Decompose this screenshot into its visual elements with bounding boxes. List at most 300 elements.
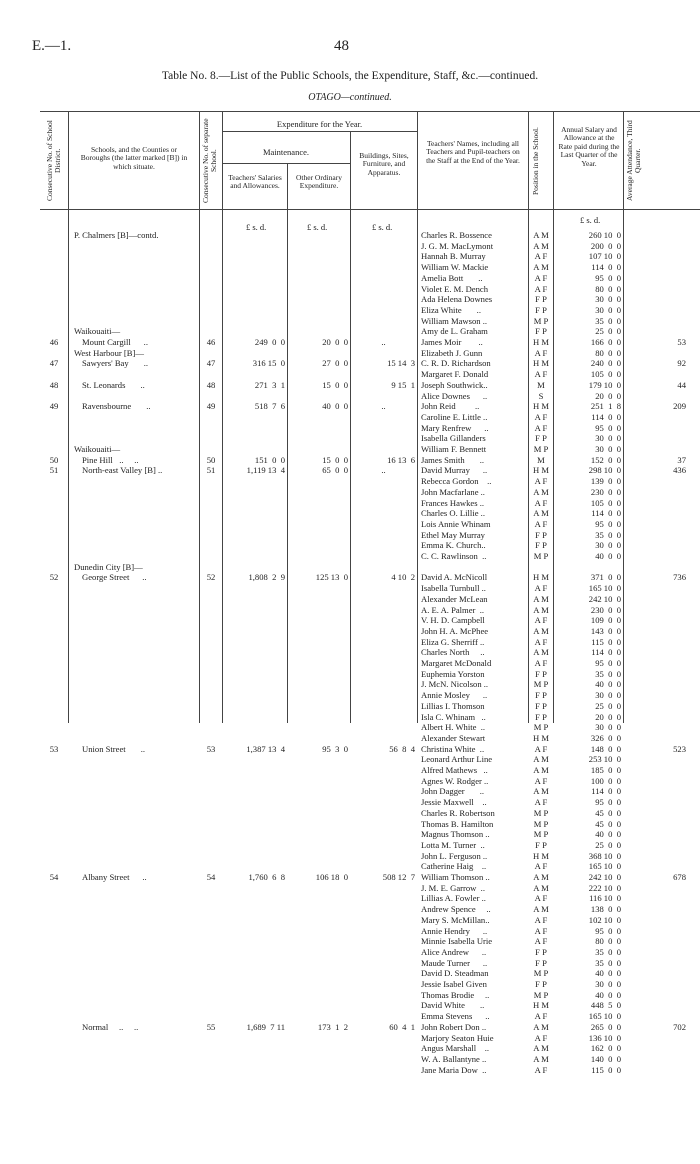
other-expenditure: 125 13 0 xyxy=(315,572,348,583)
col-rule xyxy=(350,131,351,723)
teacher-position: M P xyxy=(533,829,549,840)
buildings-expenditure: .. xyxy=(381,465,386,476)
teacher-position: A M xyxy=(533,904,549,915)
teacher-position: M P xyxy=(533,807,549,818)
teacher-name: John Macfarlane .. xyxy=(421,486,485,497)
school-name: Waikouaiti— xyxy=(74,326,121,337)
teacher-salary: 25 0 0 xyxy=(595,326,621,337)
teacher-salary: 114 0 0 xyxy=(591,262,621,273)
teacher-salary: 30 0 0 xyxy=(595,690,621,701)
teacher-name: Magnus Thomson .. xyxy=(421,829,490,840)
teacher-position: F P xyxy=(535,700,547,711)
teacher-salary: 114 0 0 xyxy=(591,647,621,658)
teacher-position: A F xyxy=(534,422,548,433)
teacher-name: Mary S. McMillan.. xyxy=(421,914,490,925)
teacher-name: Albert H. White .. xyxy=(421,722,486,733)
teacher-name: John H. A. McPhee xyxy=(421,625,489,636)
page-number: 48 xyxy=(334,38,349,54)
teacher-salary: 139 0 0 xyxy=(590,476,621,487)
teachers-salaries: 1,119 13 4 xyxy=(246,465,285,476)
teacher-position: H M xyxy=(533,732,549,743)
unit-label: £ s. d. xyxy=(372,222,393,232)
teacher-salary: 165 10 0 xyxy=(588,861,621,872)
school-number: 55 xyxy=(206,1021,216,1032)
header-other-expenditure: Other Ordinary Expenditure. xyxy=(295,173,343,191)
average-attendance: 678 xyxy=(673,872,686,882)
buildings-expenditure: 9 15 1 xyxy=(391,379,415,390)
teacher-name: Annie Mosley .. xyxy=(421,690,488,701)
other-expenditure: 95 3 0 xyxy=(322,743,348,754)
teacher-position: A M xyxy=(533,786,549,797)
teacher-salary: 240 0 0 xyxy=(590,358,621,369)
header-maintenance: Maintenance. xyxy=(262,147,310,157)
teacher-salary: 35 0 0 xyxy=(595,957,621,968)
teacher-salary: 136 10 0 xyxy=(588,1032,621,1043)
teacher-position: H M xyxy=(533,358,549,369)
buildings-expenditure: 15 14 3 xyxy=(387,358,415,369)
teacher-salary: 35 0 0 xyxy=(595,668,621,679)
teacher-position: A M xyxy=(533,230,549,240)
teacher-position: F P xyxy=(535,294,547,305)
teacher-position: A F xyxy=(534,583,548,594)
teacher-salary: 40 0 0 xyxy=(595,679,621,690)
header-teachers-salaries: Teachers' Salaries and Allowances. xyxy=(228,173,282,191)
teacher-name: Christina White .. xyxy=(421,743,485,754)
average-attendance: 736 xyxy=(673,572,686,583)
teacher-salary: 222 10 0 xyxy=(588,882,621,893)
buildings-expenditure: 60 4 1 xyxy=(389,1021,415,1032)
district-number: 49 xyxy=(49,401,59,412)
teacher-salary: 368 10 0 xyxy=(588,850,621,861)
teacher-salary: 260 10 0 xyxy=(588,230,621,240)
school-number: 54 xyxy=(206,872,216,882)
teacher-salary: 95 0 0 xyxy=(595,422,621,433)
teacher-salary: 95 0 0 xyxy=(595,797,621,808)
teacher-salary: 80 0 0 xyxy=(595,283,621,294)
teacher-name: Minnie Isabella Urie xyxy=(421,936,493,947)
teacher-position: M P xyxy=(533,551,549,561)
school-name: Ravensbourne .. xyxy=(82,401,151,412)
expenditure-rule xyxy=(222,131,417,132)
teachers-salaries: 1,760 6 8 xyxy=(248,872,285,882)
teacher-position: F P xyxy=(535,839,547,850)
teacher-position: H M xyxy=(533,850,549,861)
header-district-no: Consecutive No. of School District. xyxy=(45,120,62,202)
teacher-name: Violet E. M. Dench xyxy=(421,283,489,294)
col-rule xyxy=(417,111,418,723)
header-school: Schools, and the Counties or Boroughs (the latter marked [B]) in which situate. xyxy=(80,145,188,171)
teacher-name: Alice Downes .. xyxy=(421,390,488,401)
teacher-salary: 165 10 0 xyxy=(588,583,621,594)
teacher-name: J. G. M. MacLymont xyxy=(421,240,494,251)
buildings-expenditure: 4 10 2 xyxy=(391,572,415,583)
teacher-position: M P xyxy=(533,818,549,829)
teacher-salary: 107 10 0 xyxy=(588,251,621,262)
teacher-salary: 140 0 0 xyxy=(590,1053,621,1064)
teacher-name: John L. Ferguson .. xyxy=(421,850,488,861)
other-expenditure: 106 18 0 xyxy=(315,872,348,882)
teacher-name: Maude Turner .. xyxy=(421,957,488,968)
teacher-position: H M xyxy=(533,572,549,583)
average-attendance: 209 xyxy=(673,401,686,412)
teacher-name: William F. Bennett xyxy=(421,444,487,454)
teacher-salary: 30 0 0 xyxy=(595,540,621,551)
teacher-position: F P xyxy=(535,690,547,701)
teacher-name: James Smith .. xyxy=(421,454,485,465)
school-name: Dunedin City [B]— xyxy=(74,561,143,572)
teacher-salary: 105 0 0 xyxy=(590,497,621,508)
school-number: 53 xyxy=(206,743,216,754)
school-name: North-east Valley [B] .. xyxy=(82,465,163,476)
average-attendance: 44 xyxy=(677,379,686,390)
teacher-position: H M xyxy=(533,401,549,412)
maintenance-rule xyxy=(222,163,350,164)
other-expenditure: 65 0 0 xyxy=(322,465,348,476)
teacher-name: Lotta M. Turner .. xyxy=(421,839,485,850)
teachers-salaries: 316 15 0 xyxy=(252,358,285,369)
teacher-salary: 298 10 0 xyxy=(588,465,621,476)
header-position: Position in the School. xyxy=(531,127,540,195)
district-subtitle: OTAGO—continued. xyxy=(308,92,392,103)
teacher-salary: 230 0 0 xyxy=(590,604,621,615)
teacher-name: Caroline E. Little .. xyxy=(421,411,488,422)
teacher-position: A F xyxy=(534,936,548,947)
average-attendance: 92 xyxy=(677,358,686,369)
school-name: P. Chalmers [B]—contd. xyxy=(74,230,159,240)
teacher-position: F P xyxy=(535,433,547,444)
teacher-name: Lillias I. Thomson xyxy=(421,700,485,711)
teacher-name: Lillias A. Fowler .. xyxy=(421,893,486,904)
teacher-salary: 95 0 0 xyxy=(595,925,621,936)
teacher-name: Agnes W. Rodger .. xyxy=(421,775,489,786)
teacher-salary: 20 0 0 xyxy=(595,711,621,722)
other-expenditure: 15 0 0 xyxy=(322,454,348,465)
teacher-name: Charles North .. xyxy=(421,647,485,658)
teacher-position: A F xyxy=(534,925,548,936)
teacher-salary: 326 0 0 xyxy=(590,732,621,743)
teacher-salary: 265 0 0 xyxy=(590,1021,621,1032)
district-number: 54 xyxy=(49,872,59,882)
teacher-salary: 138 0 0 xyxy=(590,904,621,915)
teacher-salary: 114 0 0 xyxy=(591,411,621,422)
teacher-position: A M xyxy=(533,1053,549,1064)
section-code: E.—1. xyxy=(32,38,72,54)
school-number: 52 xyxy=(206,572,216,583)
teacher-name: C. R. D. Richardson xyxy=(421,358,491,369)
teacher-position: A F xyxy=(534,743,548,754)
teacher-position: A F xyxy=(534,775,548,786)
header-attendance: Average Attendance, Third Quarter. xyxy=(625,120,642,202)
teacher-name: Hannah B. Murray xyxy=(421,251,486,262)
other-expenditure: 15 0 0 xyxy=(322,379,348,390)
teacher-position: F P xyxy=(535,326,547,337)
col-rule xyxy=(287,163,288,723)
teacher-name: Charles O. Lillie .. xyxy=(421,508,485,519)
school-name: George Street .. xyxy=(82,572,147,583)
teacher-name: C. C. Rawlinson .. xyxy=(421,551,487,561)
buildings-expenditure: .. xyxy=(381,401,386,412)
teacher-salary: 25 0 0 xyxy=(595,700,621,711)
teacher-salary: 143 0 0 xyxy=(590,625,621,636)
teacher-name: Euphemia Yorston xyxy=(421,668,485,679)
teacher-position: A M xyxy=(533,508,549,519)
teacher-name: Emma Stevens .. xyxy=(421,1011,490,1022)
school-name: Normal .. .. xyxy=(82,1021,139,1032)
teacher-salary: 100 0 0 xyxy=(590,775,621,786)
teacher-salary: 115 0 0 xyxy=(591,636,621,647)
teacher-name: Thomas B. Hamilton xyxy=(421,818,494,829)
school-number: 46 xyxy=(206,337,216,347)
teacher-salary: 448 5 0 xyxy=(590,1000,621,1011)
teacher-name: Frances Hawkes .. xyxy=(421,497,485,508)
other-expenditure: 27 0 0 xyxy=(322,358,348,369)
teacher-name: Isabella Gillanders xyxy=(421,433,486,444)
school-number: 48 xyxy=(206,379,216,390)
header-teachers-names: Teachers' Names, including all Teachers and Pupil-teachers on the Staff at the End of the Year. xyxy=(426,139,520,165)
teacher-salary: 251 1 8 xyxy=(590,401,621,412)
teacher-position: A M xyxy=(533,625,549,636)
teacher-salary: 114 0 0 xyxy=(591,508,621,519)
school-number: 51 xyxy=(206,465,216,476)
top-rule xyxy=(40,111,700,112)
teacher-name: Jessie Isabel Given xyxy=(421,979,487,989)
teacher-salary: 35 0 0 xyxy=(595,315,621,326)
teacher-name: Charles R. Bossence xyxy=(421,230,492,240)
teacher-position: H M xyxy=(533,465,549,476)
teacher-salary: 162 0 0 xyxy=(590,1043,621,1054)
teacher-salary: 45 0 0 xyxy=(595,807,621,818)
teacher-position: A M xyxy=(533,647,549,658)
teacher-salary: 185 0 0 xyxy=(590,765,621,775)
district-number: 47 xyxy=(49,358,59,369)
school-name: Sawyers' Bay .. xyxy=(82,358,148,369)
teacher-position: A F xyxy=(534,636,548,647)
teacher-position: A F xyxy=(534,1064,548,1075)
district-number: 52 xyxy=(49,572,59,583)
other-expenditure: 173 1 2 xyxy=(317,1021,348,1032)
teacher-position: A M xyxy=(533,604,549,615)
teacher-name: Alexander Stewart xyxy=(421,732,486,743)
teacher-position: A F xyxy=(534,369,548,380)
buildings-expenditure: 508 12 7 xyxy=(382,872,415,882)
teacher-position: M P xyxy=(533,679,549,690)
teacher-position: M P xyxy=(533,989,549,1000)
school-name: Waikouaiti— xyxy=(74,444,121,454)
teachers-salaries: 1,808 2 9 xyxy=(248,572,285,583)
teacher-name: Charles R. Robertson xyxy=(421,807,495,818)
col-rule xyxy=(199,111,200,723)
col-rule xyxy=(222,111,223,723)
buildings-expenditure: .. xyxy=(381,337,386,347)
teacher-salary: 152 0 0 xyxy=(590,454,621,465)
teacher-name: Alfred Mathews .. xyxy=(421,765,488,775)
teacher-position: F P xyxy=(535,957,547,968)
teacher-salary: 242 10 0 xyxy=(588,872,621,882)
teacher-salary: 114 0 0 xyxy=(591,786,621,797)
teachers-salaries: 249 0 0 xyxy=(254,337,285,347)
school-name: West Harbour [B]— xyxy=(74,347,144,358)
teacher-salary: 95 0 0 xyxy=(595,658,621,668)
teacher-name: David D. Steadman xyxy=(421,968,489,979)
teacher-name: V. H. D. Campbell xyxy=(421,615,485,626)
district-number: 48 xyxy=(49,379,59,390)
school-name: Union Street .. xyxy=(82,743,146,754)
teacher-name: Isla C. Whinam .. xyxy=(421,711,486,722)
teacher-salary: 166 0 0 xyxy=(590,337,621,347)
teacher-salary: 371 0 0 xyxy=(590,572,621,583)
teacher-name: Ada Helena Downes xyxy=(421,294,493,305)
school-name: St. Leonards .. xyxy=(82,379,145,390)
teacher-salary: 253 10 0 xyxy=(588,754,621,765)
teacher-salary: 20 0 0 xyxy=(595,390,621,401)
header-expenditure: Expenditure for the Year. xyxy=(276,119,363,129)
teacher-position: A F xyxy=(534,658,548,668)
teacher-position: A M xyxy=(533,765,549,775)
teacher-salary: 30 0 0 xyxy=(595,294,621,305)
teacher-name: Jessie Maxwell .. xyxy=(421,797,487,808)
teacher-name: William Thomson .. xyxy=(421,872,490,882)
teacher-name: W. A. Ballantyne .. xyxy=(421,1053,487,1064)
teacher-position: A F xyxy=(534,476,548,487)
teacher-position: F P xyxy=(535,711,547,722)
teacher-position: M P xyxy=(533,444,549,454)
teacher-name: Mary Renfrew .. xyxy=(421,422,489,433)
teacher-position: M xyxy=(537,454,545,465)
unit-label: £ s. d. xyxy=(580,215,601,225)
teacher-name: Leonard Arthur Line xyxy=(421,754,493,765)
teacher-name: John Robert Don .. xyxy=(421,1021,487,1032)
header-buildings: Buildings, Sites, Furniture, and Apparatus. xyxy=(359,151,409,177)
teacher-position: A F xyxy=(534,272,548,283)
district-number: 53 xyxy=(49,743,59,754)
teacher-position: F P xyxy=(535,946,547,957)
teacher-name: Amelia Bott .. xyxy=(421,272,483,283)
teacher-salary: 95 0 0 xyxy=(595,518,621,529)
table-title: Table No. 8.—List of the Public Schools, the Expenditure, Staff, &c.—continued. xyxy=(161,70,539,82)
teacher-position: F P xyxy=(535,540,547,551)
teacher-salary: 40 0 0 xyxy=(595,551,621,561)
teachers-salaries: 271 3 1 xyxy=(254,379,285,390)
average-attendance: 702 xyxy=(673,1021,686,1032)
teacher-salary: 102 10 0 xyxy=(588,914,621,925)
teacher-name: David White .. xyxy=(421,1000,485,1011)
teacher-salary: 95 0 0 xyxy=(595,272,621,283)
school-name: Albany Street .. xyxy=(82,872,147,882)
teacher-name: Jane Maria Dow .. xyxy=(421,1064,487,1075)
teacher-name: J. McN. Nicolson .. xyxy=(421,679,489,690)
teacher-position: A F xyxy=(534,893,548,904)
unit-label: £ s. d. xyxy=(246,222,267,232)
teacher-position: A F xyxy=(534,497,548,508)
teacher-salary: 40 0 0 xyxy=(595,968,621,979)
teacher-salary: 35 0 0 xyxy=(595,946,621,957)
teacher-position: A F xyxy=(534,615,548,626)
teacher-salary: 116 10 0 xyxy=(589,893,621,904)
teacher-position: H M xyxy=(533,1000,549,1011)
teacher-salary: 230 0 0 xyxy=(590,486,621,497)
teacher-position: A M xyxy=(533,872,549,882)
teacher-salary: 30 0 0 xyxy=(595,433,621,444)
teachers-salaries: 518 7 6 xyxy=(254,401,285,412)
teacher-position: A M xyxy=(533,262,549,273)
teacher-position: F P xyxy=(535,979,547,989)
teacher-position: A F xyxy=(534,518,548,529)
teacher-salary: 40 0 0 xyxy=(595,989,621,1000)
school-number: 49 xyxy=(206,401,216,412)
teacher-name: John Reid .. xyxy=(421,401,480,412)
teacher-salary: 45 0 0 xyxy=(595,818,621,829)
school-number: 50 xyxy=(206,454,216,465)
teacher-name: Marjory Seaton Huie xyxy=(421,1032,494,1043)
teacher-salary: 200 0 0 xyxy=(590,240,621,251)
teacher-name: Alice Andrew .. xyxy=(421,946,487,957)
buildings-expenditure: 16 13 6 xyxy=(387,454,415,465)
other-expenditure: 20 0 0 xyxy=(322,337,348,347)
teacher-salary: 148 0 0 xyxy=(590,743,621,754)
average-attendance: 436 xyxy=(673,465,686,476)
teacher-position: H M xyxy=(533,337,549,347)
teacher-name: William W. Mackie xyxy=(421,262,489,273)
teacher-name: Isabella Turnbull .. xyxy=(421,583,486,594)
col-rule xyxy=(68,111,69,723)
teacher-name: Margaret McDonald xyxy=(421,658,492,668)
teacher-position: A F xyxy=(534,251,548,262)
teacher-position: F P xyxy=(535,304,547,315)
teacher-position: A F xyxy=(534,914,548,925)
teacher-position: A M xyxy=(533,593,549,604)
unit-label: £ s. d. xyxy=(307,222,328,232)
header-salary: Annual Salary and Allowance at the Rate paid during the Last Quarter of the Year. xyxy=(558,125,620,168)
teacher-name: Margaret F. Donald xyxy=(421,369,489,380)
teacher-position: A F xyxy=(534,283,548,294)
school-number: 47 xyxy=(206,358,216,369)
school-name: Mount Cargill .. xyxy=(82,337,148,347)
district-number: 50 xyxy=(49,454,59,465)
teacher-position: M P xyxy=(533,968,549,979)
teacher-salary: 165 10 0 xyxy=(588,1011,621,1022)
teacher-salary: 30 0 0 xyxy=(595,304,621,315)
teacher-name: Eliza G. Sherriff .. xyxy=(421,636,485,647)
teacher-name: J. M. E. Garrow .. xyxy=(421,882,485,893)
teacher-position: F P xyxy=(535,668,547,679)
teacher-name: Rebecca Gordon .. xyxy=(421,476,492,487)
teacher-position: A M xyxy=(533,486,549,497)
teacher-name: Lois Annie Whinam xyxy=(421,518,491,529)
teacher-position: A M xyxy=(533,240,549,251)
teacher-salary: 40 0 0 xyxy=(595,829,621,840)
teacher-position: A F xyxy=(534,347,548,358)
teacher-salary: 105 0 0 xyxy=(590,369,621,380)
teacher-name: Eliza White .. xyxy=(421,304,481,315)
teacher-name: Andrew Spence .. xyxy=(421,904,491,915)
teacher-salary: 30 0 0 xyxy=(595,444,621,454)
teacher-salary: 242 10 0 xyxy=(588,593,621,604)
teachers-salaries: 151 0 0 xyxy=(254,454,285,465)
teacher-name: William Mawson .. xyxy=(421,315,488,326)
header-bottom-rule xyxy=(40,209,700,210)
col-rule xyxy=(553,111,554,723)
teacher-name: David Murray .. xyxy=(421,465,488,476)
col-rule xyxy=(623,111,624,723)
teacher-position: A F xyxy=(534,1032,548,1043)
buildings-expenditure: 56 8 4 xyxy=(389,743,415,754)
teacher-position: A F xyxy=(534,411,548,422)
teacher-name: A. E. A. Palmer .. xyxy=(421,604,485,615)
teacher-position: A M xyxy=(533,1021,549,1032)
teacher-position: F P xyxy=(535,529,547,540)
teacher-name: Elizabeth J. Gunn xyxy=(421,347,483,358)
teacher-name: Joseph Southwick.. xyxy=(421,379,488,390)
